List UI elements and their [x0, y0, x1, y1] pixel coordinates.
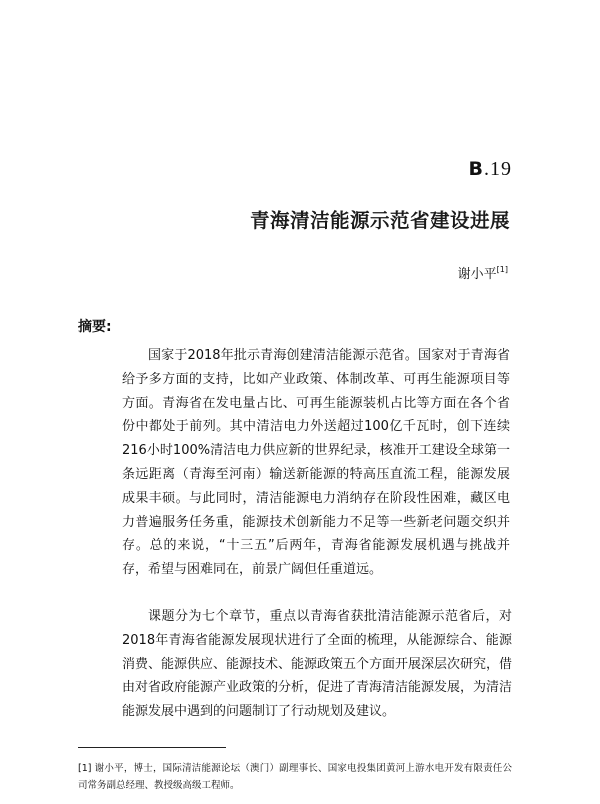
report-title: 青海清洁能源示范省建设进展: [249, 209, 510, 232]
author-footnote: [1] 谢小平，博士，国际清洁能源论坛（澳门）副理事长、国家电投集团黄河上游水电开发有限责任公司常务副总经理、教授级高级工程师。: [78, 763, 512, 791]
author-line: [458, 263, 508, 282]
abstract-paragraph-1: 国家于2018年批示青海创建清洁能源示范省。国家对于青海省给予多方面的支持，比如产业政策、体制改革、可再生能源项目等方面。青海省在发电量占比、可再生能源装机占比等方面在各个省份中都处于前列。其中清洁电力外送超过100亿千瓦时，创下连续216小时100%清洁电力供应新的世界纪录，核准开工建设全球第一条远距离（青海至河南）输送新能源的特高压直流工程，能源发展成果丰硕。与此同时，清洁能源电力消纳存在阶段性困难，藏区电力普遍服务任务重，能源技术创新能力不足等一些新老问题交织并存。总的来说，“十三五”后两年，青海省能源发展机遇与挑战并存，希望与困难同在，前景广阔但任重道远。: [122, 348, 510, 578]
chapter-number: B.19: [468, 158, 512, 180]
author-footnote-marker: [1]: [496, 265, 508, 274]
abstract-label: 摘要:: [78, 319, 112, 335]
abstract-paragraph-2: 课题分为七个章节，重点以青海省获批清洁能源示范省后，对2018年青海省能源发展现状进行了全面的梳理，从能源综合、能源消费、能源供应、能源技术、能源政策五个方面开展深层次研究，借由对省政府能源产业政策的分析，促进了青海清洁能源发展，为清洁能源发展中遇到的问题制订了行动规划及建议。: [122, 609, 513, 720]
footnote-divider: [78, 747, 226, 748]
chapter-prefix: B: [468, 158, 484, 180]
author-name: 谢小平: [457, 267, 497, 282]
chapter-num: 19: [490, 158, 512, 180]
